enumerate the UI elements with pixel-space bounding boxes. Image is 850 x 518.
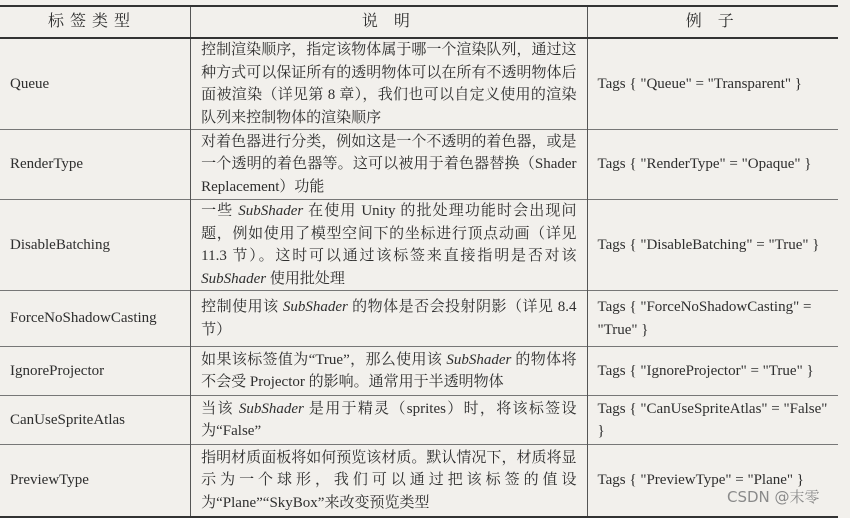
description-segment: 使用批处理	[266, 270, 345, 287]
tag-name: DisableBatching	[0, 200, 191, 291]
header-tag-type: 标签类型	[0, 6, 191, 38]
tag-name: RenderType	[0, 130, 191, 200]
watermark: CSDN @末零	[727, 488, 820, 506]
description-segment: 对着色器进行分类，例如这是一个不透明的着色器，或是一个透明的着色器等。这可以被用于着色器替换（Shader Replacement）功能	[201, 133, 577, 195]
tag-example: Tags { "RenderType" = "Opaque" }	[587, 130, 838, 200]
tag-example: Tags { "CanUseSpriteAtlas" = "False" }	[587, 396, 838, 445]
header-example: 例 子	[587, 6, 838, 38]
tag-example: Tags { "IgnoreProjector" = "True" }	[587, 347, 838, 396]
tag-example: Tags { "Queue" = "Transparent" }	[587, 38, 838, 130]
tag-description	[191, 130, 587, 200]
table-row	[0, 200, 838, 291]
table-row	[0, 130, 838, 200]
tag-description	[191, 38, 587, 130]
tag-name: Queue	[0, 38, 191, 130]
table-header-row	[0, 6, 838, 38]
tag-description	[191, 291, 587, 347]
description-segment: 指明材质面板将如何预览该材质。默认情况下，材质将显示为一个球形，我们可以通过把该标签的值设为“Plane”“SkyBox”来改变预览类型	[201, 449, 577, 511]
tag-name: IgnoreProjector	[0, 347, 191, 396]
description-segment: 当该	[201, 400, 239, 417]
tag-example: Tags { "PreviewType" = "Plane" }	[587, 445, 838, 517]
description-segment: 控制使用该	[201, 299, 283, 315]
description-segment: 是用于精灵（sprites）时，将该标签设为“False”	[201, 400, 577, 439]
tag-example: Tags { "ForceNoShadowCasting" = "True" }	[587, 291, 838, 347]
description-segment: 如果该标签值为“True”，那么使用该	[201, 351, 447, 368]
table-row	[0, 347, 838, 396]
description-segment: SubShader	[282, 299, 348, 315]
description-segment: 的物体是否会投射阴影（详见 8.4 节）	[201, 299, 577, 338]
tag-name: PreviewType	[0, 445, 191, 517]
tag-description	[191, 200, 587, 291]
description-segment: SubShader	[446, 351, 512, 368]
tag-description	[191, 445, 587, 517]
table-row	[0, 445, 838, 517]
shader-tags-table	[0, 5, 838, 518]
table-row	[0, 38, 838, 130]
tag-name: ForceNoShadowCasting	[0, 291, 191, 347]
description-segment: SubShader	[238, 203, 304, 219]
table-row	[0, 396, 838, 445]
tag-description	[191, 347, 587, 396]
description-segment: 的物体将不会受 Projector 的影响。通常用于半透明物体	[201, 351, 577, 390]
tag-name: CanUseSpriteAtlas	[0, 396, 191, 445]
header-description: 说 明	[191, 6, 587, 38]
description-segment: 一些	[201, 203, 239, 219]
description-segment: SubShader	[201, 270, 267, 287]
description-segment: 在使用 Unity 的批处理功能时会出现问题，例如使用了模型空间下的坐标进行顶点动画（详见 11.3 节）。这时可以通过该标签来直接指明是否对该	[201, 203, 577, 264]
tag-example: Tags { "DisableBatching" = "True" }	[587, 200, 838, 291]
table-row	[0, 291, 838, 347]
description-segment: SubShader	[238, 400, 304, 417]
tag-description	[191, 396, 587, 445]
description-segment: 控制渲染顺序，指定该物体属于哪一个渲染队列，通过这种方式可以保证所有的透明物体可以在所有不透明物体后面被渲染（详见第 8 章），我们也可以自定义使用的渲染队列来控制物体的渲染顺序	[201, 42, 577, 126]
